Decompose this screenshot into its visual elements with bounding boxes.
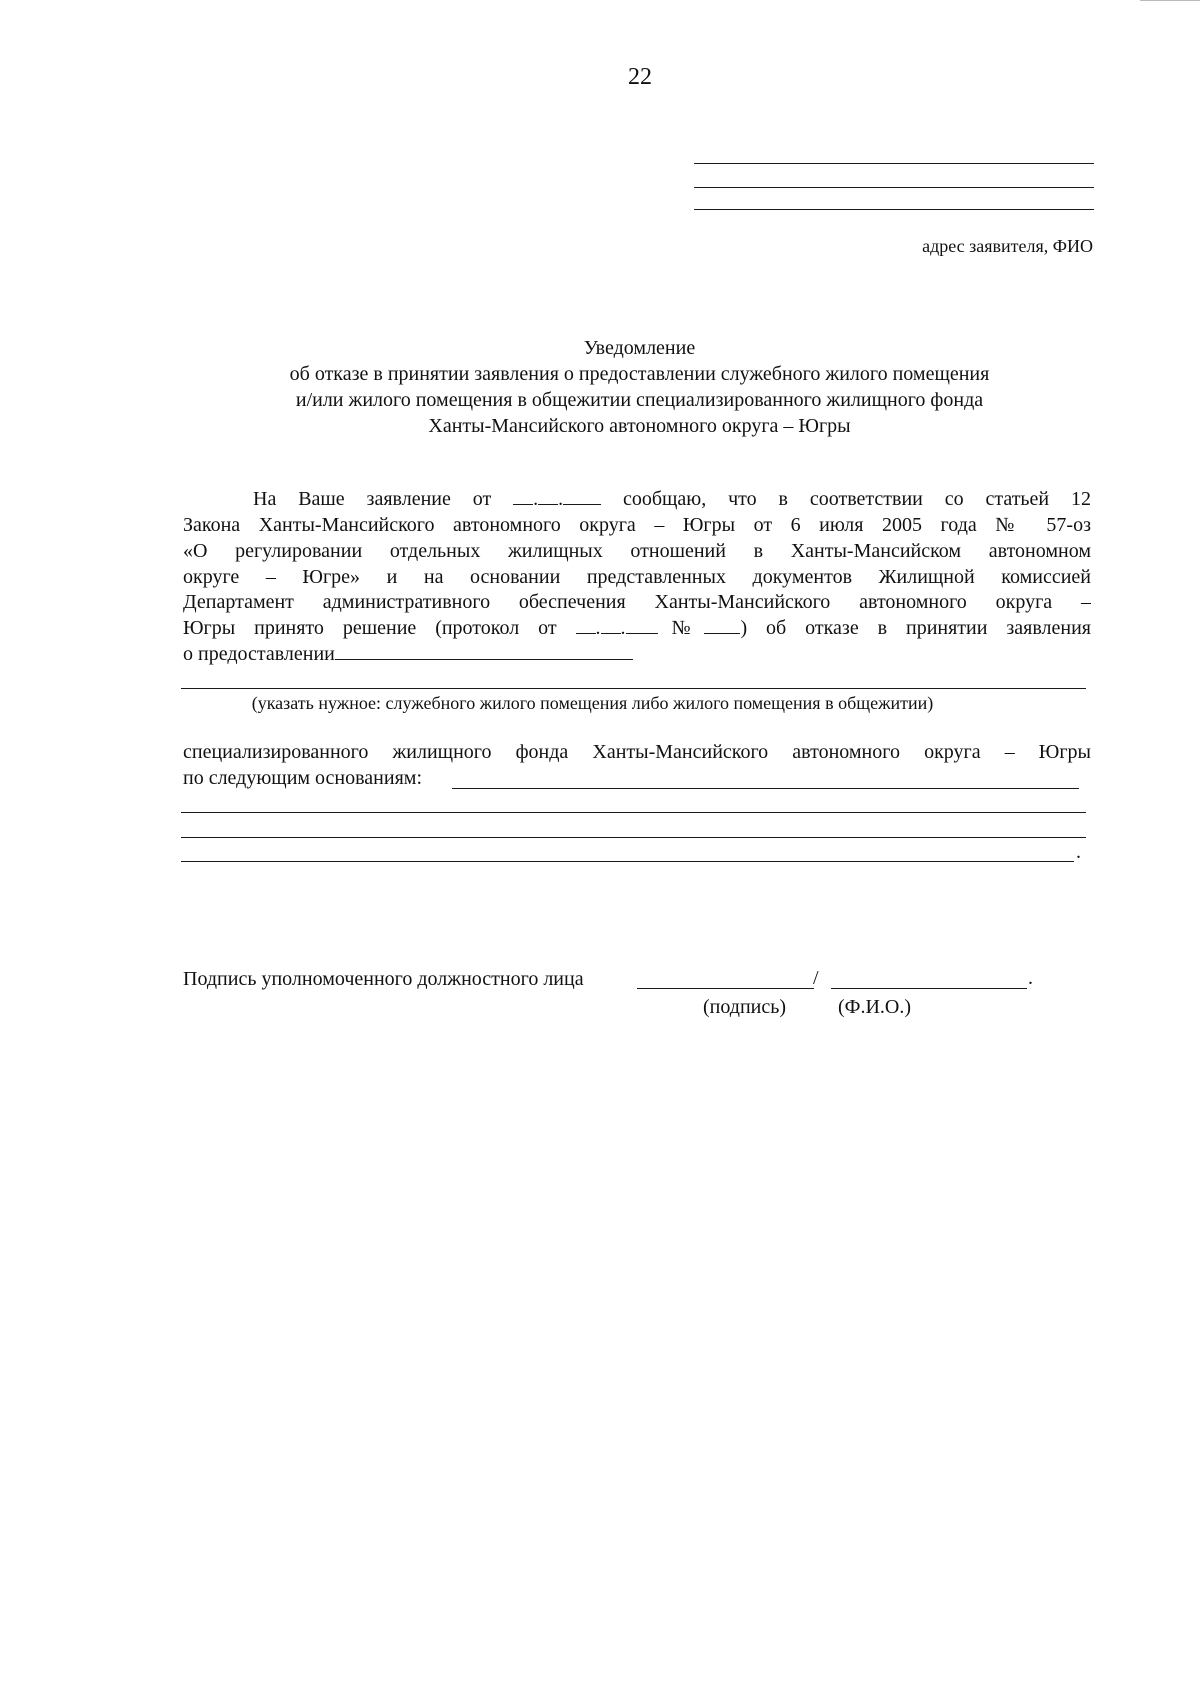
signature-slash: / [813,967,819,989]
grounds-line-1 [452,788,1079,789]
provision-type-field [335,642,633,660]
text-segment: Югры принято решение (протокол от [183,617,557,639]
grounds-line-3 [181,837,1086,838]
grounds-line-2 [181,812,1086,813]
document-subtitle-line-1: об отказе в принятии заявления о предоставлении служебного жилого помещения [289,363,990,385]
date-month-field [538,487,558,505]
address-caption: адрес заявителя, ФИО [922,236,1093,256]
signature-label: Подпись уполномоченного должностного лица [183,968,584,990]
document-subtitle-line-3: Ханты-Мансийского автономного округа – Югры [428,415,851,437]
date-year-field [563,487,601,505]
protocol-number-field [704,616,740,634]
paragraph-2-line-2 [183,766,422,791]
signature-sub-caption: (подпись) [703,996,787,1018]
paragraph-1-line-2: Закона Ханты-Мансийского автономного округа – Югры от 6 июля 2005 года № 57-оз [183,514,1091,536]
protocol-month-field [601,616,621,634]
address-line-1 [694,163,1094,164]
paragraph-1-line-5: Департамент административного обеспечения Ханты-Мансийского автономного округа – [183,591,1091,613]
grounds-period: . [1076,841,1081,863]
protocol-year-field [626,616,658,634]
scan-edge-mark [1140,0,1200,5]
address-line-2 [694,187,1094,188]
name-line [831,988,1027,989]
paragraph-1-line-4: округе – Югре» и на основании представленных документов Жилищной комиссией [183,566,1091,588]
text-segment: сообщаю, что в соответствии со статьей 12 [622,488,1091,510]
paragraph-1-line-1: На Ваше заявление от . . сообщаю, что в соответствии со статьей 12 [253,488,1091,510]
signature-period: . [1028,967,1033,989]
text-segment: На Ваше заявление от [253,488,492,510]
document-title: Уведомление [583,337,696,359]
name-sub-caption: (Ф.И.О.) [838,996,912,1018]
number-sign: № [657,617,705,639]
text-segment: по следующим основаниям: [183,767,423,789]
paragraph-2-line-1: специализированного жилищного фонда Ханты-Мансийского автономного округа – Югры [183,741,1091,763]
instruction-caption: (указать нужное: служебного жилого помещения либо жилого помещения в общежитии) [251,693,934,713]
grounds-line-4 [181,861,1074,862]
text-segment: ) об отказе в принятии заявления [740,617,1091,639]
address-line-3 [694,209,1094,210]
paragraph-1-line-6: Югры принято решение (протокол от . . № ) об отказе в принятии заявления [183,617,1091,639]
paragraph-1-line-7 [183,642,633,667]
provision-type-line [181,688,1086,689]
paragraph-1-line-3: «О регулировании отдельных жилищных отношений в Ханты-Мансийском автономном [183,540,1091,562]
text-segment: о предоставлении [183,643,335,665]
protocol-day-field [576,616,596,634]
date-day-field [513,487,533,505]
page-number: 22 [628,64,652,90]
signature-line [637,988,814,989]
document-subtitle-line-2: и/или жилого помещения в общежитии специализированного жилищного фонда [295,389,984,411]
